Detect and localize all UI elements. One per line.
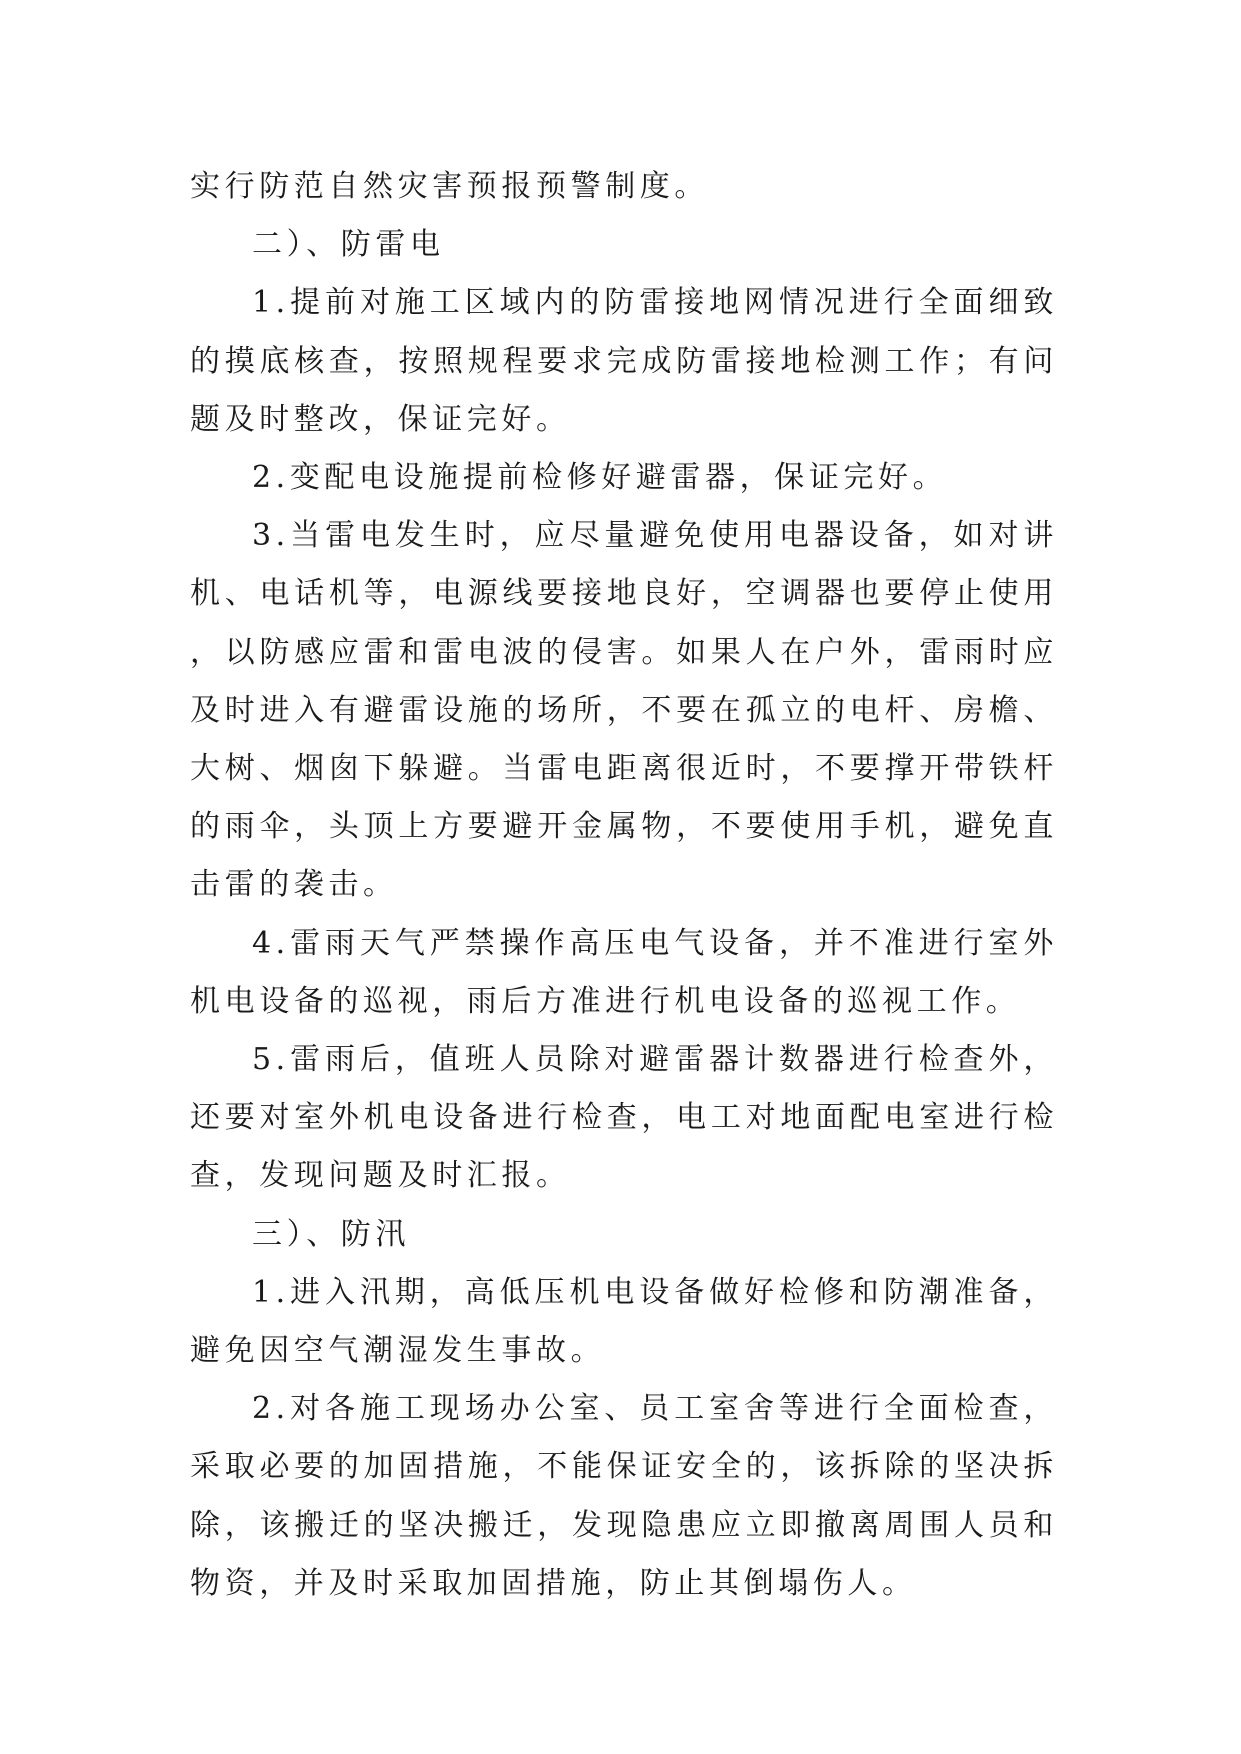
paragraph-flood-2: 2.对各施工现场办公室、员工室舍等进行全面检查，采取必要的加固措施，不能保证安全的，该拆除的坚决拆除，该搬迁的坚决搬迁，发现隐患应立即撤离周围人员和物资，并及时采取加固措施，防止其倒塌伤人。 bbox=[190, 1391, 1058, 1601]
paragraph-lightning-4: 4.雷雨天气严禁操作高压电气设备，并不准进行室外机电设备的巡视，雨后方准进行机电设备的巡视工作。 bbox=[190, 925, 1058, 1019]
document-body bbox=[190, 158, 1058, 1613]
paragraph-lightning-3: 3.当雷电发生时，应尽量避免使用电器设备，如对讲机、电话机等，电源线要接地良好，空调器也要停止使用，以防感应雷和雷电波的侵害。如果人在户外，雷雨时应及时进入有避雷设施的场所，不要在孤立的电杆、房檐、大树、烟囱下躲避。当雷电距离很近时，不要撑开带铁杆的雨伞，头顶上方要避开金属物，不要使用手机，避免直击雷的袭击。 bbox=[190, 518, 1058, 903]
section-heading-flood: 三）、防汛 bbox=[252, 1216, 410, 1252]
paragraph-lightning-2: 2.变配电设施提前检修好避雷器，保证完好。 bbox=[252, 460, 948, 496]
paragraph-lightning-1: 1.提前对施工区域内的防雷接地网情况进行全面细致的摸底核查，按照规程要求完成防雷接地检测工作；有问题及时整改，保证完好。 bbox=[190, 285, 1058, 437]
section-heading-lightning: 二）、防雷电 bbox=[252, 227, 445, 263]
paragraph-flood-1: 1.进入汛期，高低压机电设备做好检修和防潮准备，避免因空气潮湿发生事故。 bbox=[190, 1274, 1058, 1369]
paragraph-lightning-5: 5.雷雨后，值班人员除对避雷器计数器进行检查外，还要对室外机电设备进行检查，电工对地面配电室进行检查，发现问题及时汇报。 bbox=[190, 1042, 1058, 1194]
paragraph-intro-continuation: 实行防范自然灾害预报预警制度。 bbox=[190, 169, 709, 204]
